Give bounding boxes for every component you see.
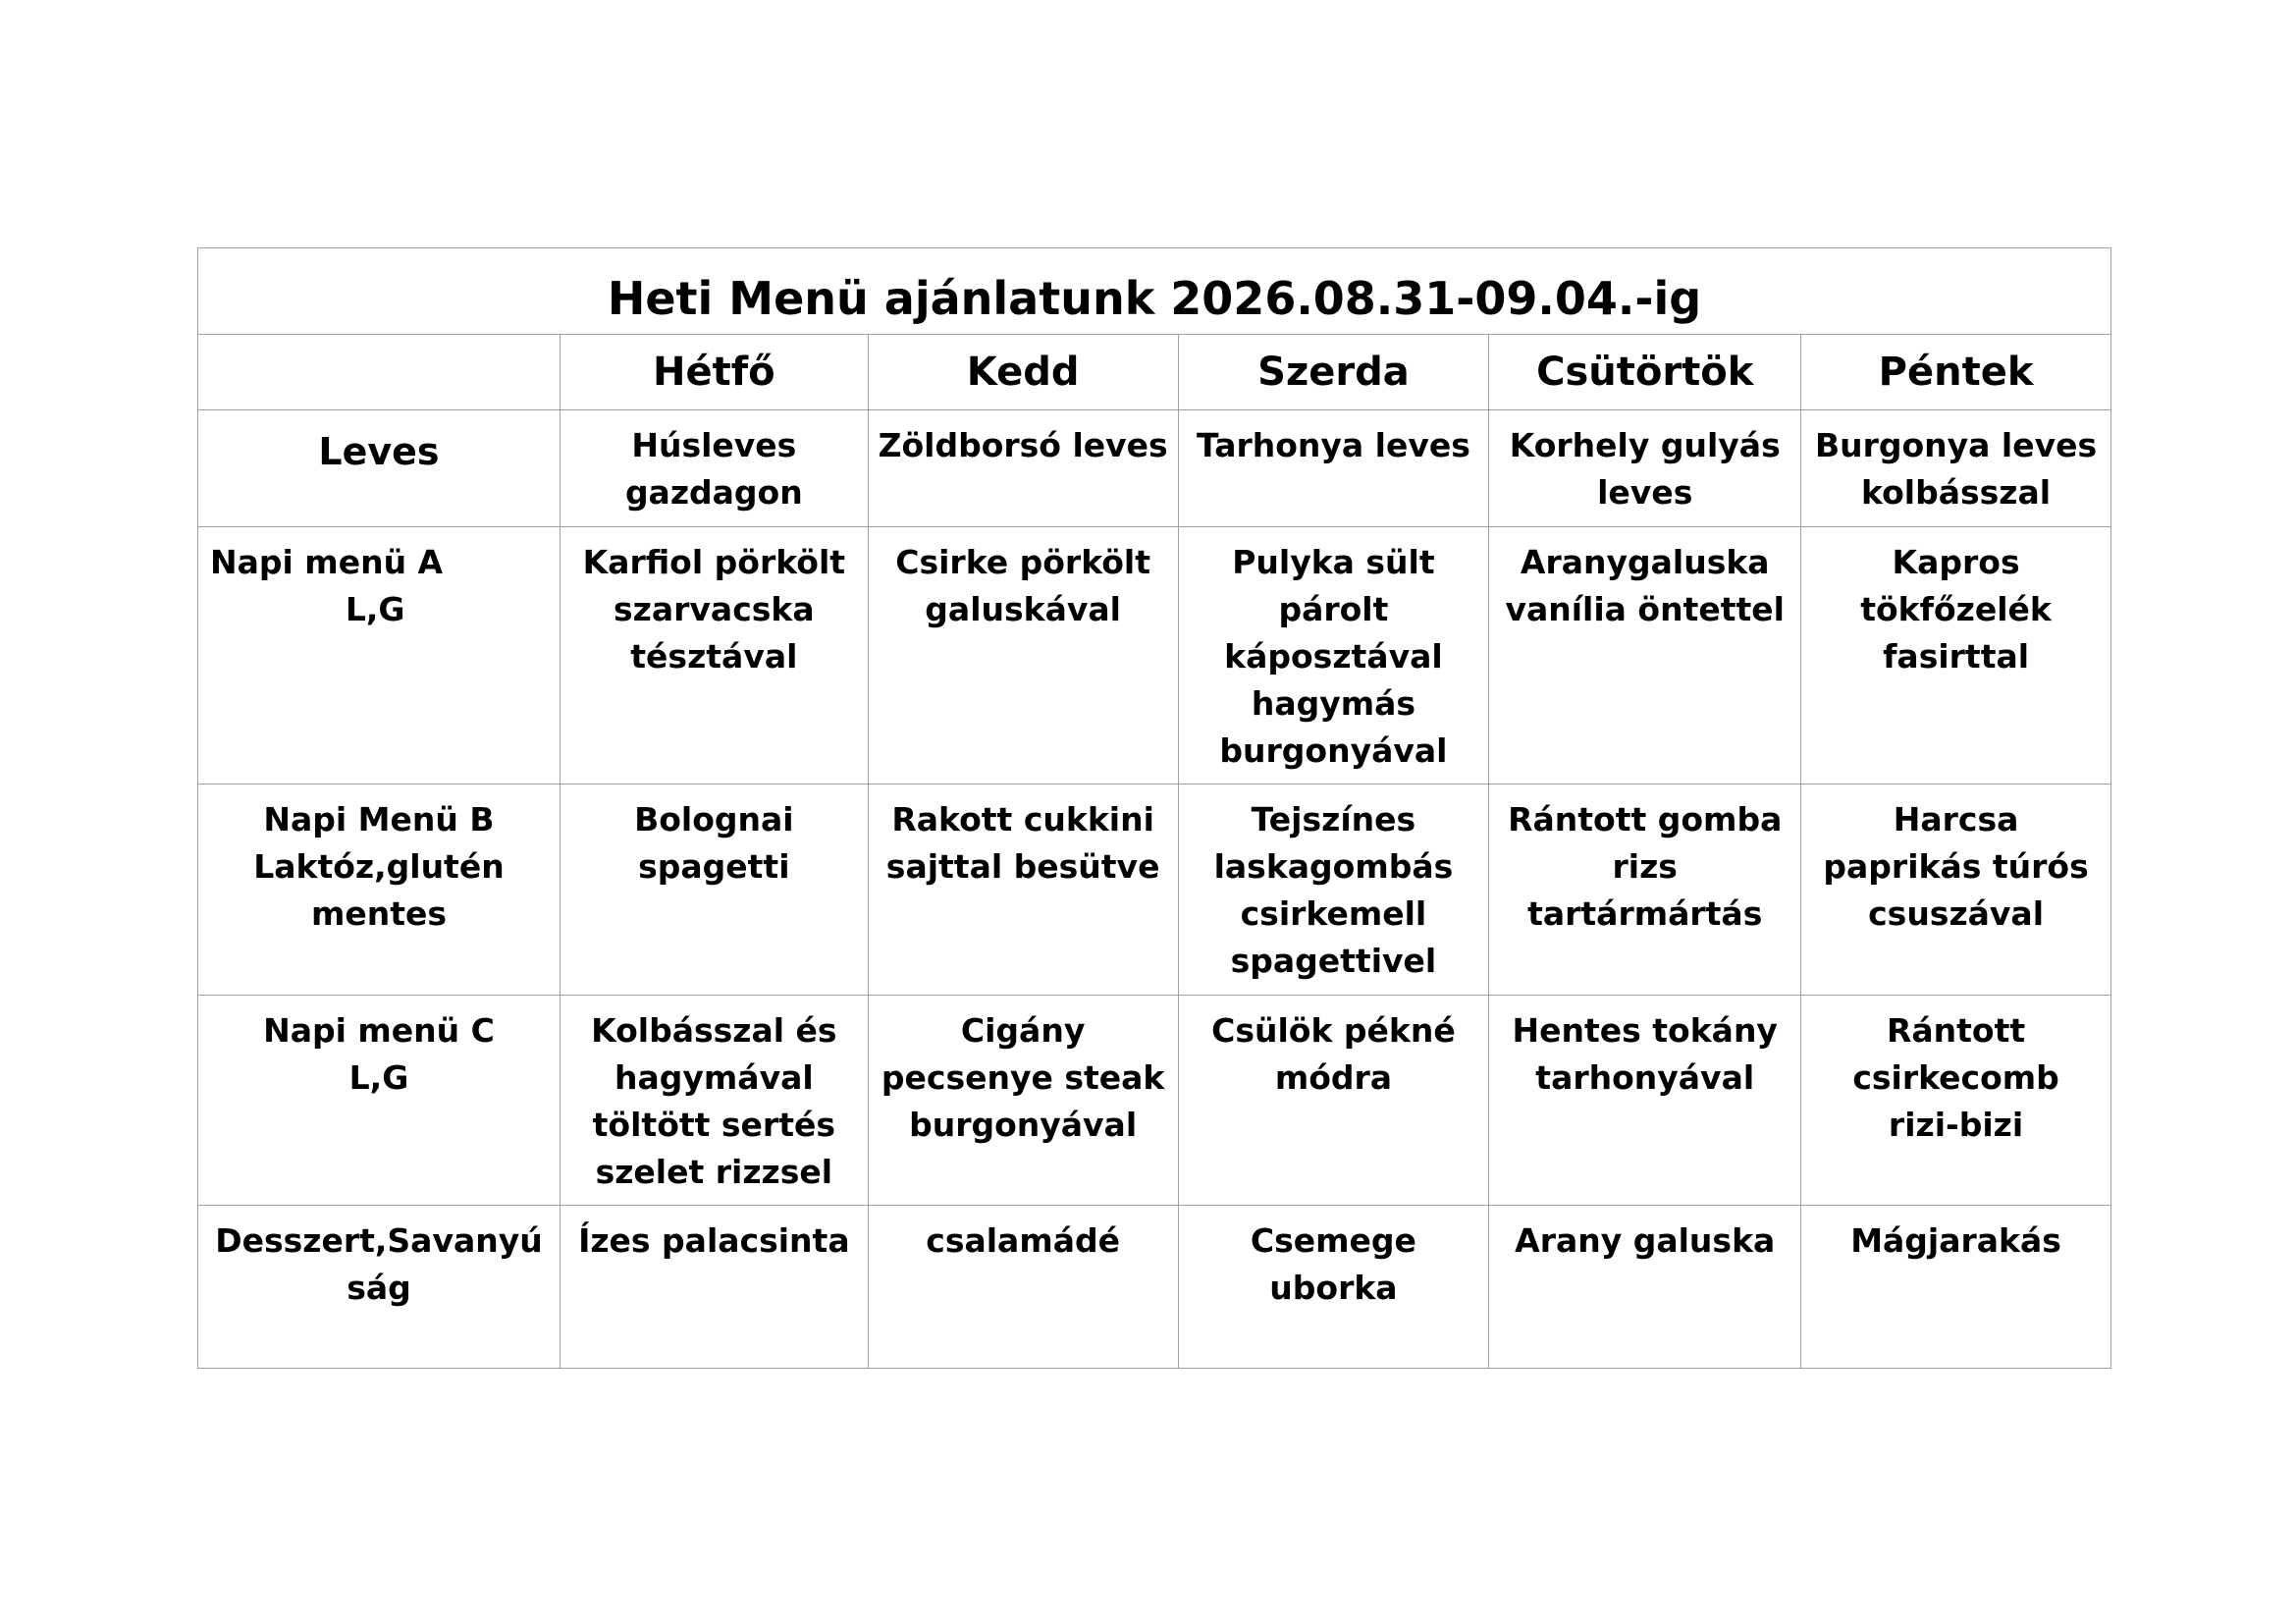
- dish-text: Bolognai spagetti: [634, 800, 794, 886]
- menu-cell: [560, 784, 868, 996]
- row-label: [198, 1206, 561, 1369]
- menu-cell: [1801, 410, 2111, 527]
- dish-text: Csülök pékné módra: [1211, 1011, 1456, 1097]
- menu-cell: [1489, 527, 1801, 784]
- dish-text: Aranygaluska vanília öntettel: [1505, 543, 1785, 628]
- menu-cell: [1178, 996, 1489, 1206]
- dish-text: Csirke pörkölt galuskával: [895, 543, 1151, 628]
- dish-text: Rántott csirkecomb rizi-bizi: [1852, 1011, 2059, 1144]
- row-label: [198, 784, 561, 996]
- menu-row-c: [198, 996, 2111, 1206]
- row-label-text: Desszert,Savanyú ság: [215, 1221, 543, 1307]
- row-label-text: Napi menü C L,G: [263, 1011, 495, 1097]
- dish-text: Rakott cukkini sajttal besütve: [885, 800, 1160, 886]
- dish-text: Arany galuska: [1515, 1221, 1776, 1260]
- menu-title: Heti Menü ajánlatunk 2026.08.31-09.04.-ig: [198, 248, 2111, 335]
- dish-text: Tejszínes laskagombás csirkemell spagettivel: [1213, 800, 1454, 980]
- menu-cell: [1489, 1206, 1801, 1369]
- menu-cell: [560, 527, 868, 784]
- menu-cell: [1801, 1206, 2111, 1369]
- menu-cell: [868, 527, 1178, 784]
- menu-row-b: [198, 784, 2111, 996]
- menu-cell: [1178, 527, 1489, 784]
- row-label: [198, 996, 561, 1206]
- dish-text: Burgonya leves kolbásszal: [1814, 426, 2098, 512]
- dish-text: Kapros tökfőzelék fasirttal: [1860, 543, 2052, 676]
- menu-cell: [1801, 527, 2111, 784]
- menu-cell: [1178, 784, 1489, 996]
- menu-cell: [560, 996, 868, 1206]
- dish-text: Zöldborsó leves: [878, 426, 1168, 464]
- menu-cell: [1489, 410, 1801, 527]
- day-header: Szerda: [1178, 335, 1489, 410]
- weekly-menu-table: [197, 247, 2111, 1369]
- title-row: [198, 248, 2111, 335]
- dish-text: csalamádé: [926, 1221, 1120, 1260]
- menu-cell: [560, 410, 868, 527]
- row-label-text: Leves: [318, 430, 440, 473]
- menu-row-a: [198, 527, 2111, 784]
- dish-text: Mágjarakás: [1850, 1221, 2061, 1260]
- dish-text: Rántott gomba rizs tartármártás: [1508, 800, 1783, 933]
- dish-text: Kolbásszal és hagymával töltött sertés szelet rizzsel: [591, 1011, 837, 1191]
- menu-cell: [1178, 410, 1489, 527]
- row-label: [198, 527, 561, 784]
- dish-text: Csemege uborka: [1250, 1221, 1416, 1307]
- menu-cell: [1801, 996, 2111, 1206]
- dish-text: Tarhonya leves: [1196, 426, 1470, 464]
- row-label-text: Napi menü A L,G: [210, 543, 444, 628]
- menu-cell: [1801, 784, 2111, 996]
- dish-text: Harcsa paprikás túrós csuszával: [1823, 800, 2089, 933]
- row-label-text: Napi Menü B Laktóz,glutén mentes: [253, 800, 505, 933]
- menu-cell: [868, 996, 1178, 1206]
- menu-cell: [868, 410, 1178, 527]
- menu-cell: [1489, 784, 1801, 996]
- dish-text: Cigány pecsenye steak burgonyával: [881, 1011, 1165, 1144]
- row-label: [198, 410, 561, 527]
- menu-row-dessert: [198, 1206, 2111, 1369]
- day-header: Péntek: [1801, 335, 2111, 410]
- menu-row-leves: [198, 410, 2111, 527]
- dish-text: Húsleves gazdagon: [624, 426, 803, 512]
- header-empty-cell: [198, 335, 561, 410]
- day-header: Kedd: [868, 335, 1178, 410]
- dish-text: Hentes tokány tarhonyával: [1512, 1011, 1778, 1097]
- menu-cell: [560, 1206, 868, 1369]
- menu-cell: [1178, 1206, 1489, 1369]
- dish-text: Karfiol pörkölt szarvacska tésztával: [582, 543, 846, 676]
- dish-text: Ízes palacsinta: [578, 1221, 850, 1260]
- menu-cell: [868, 784, 1178, 996]
- dish-text: Korhely gulyás leves: [1509, 426, 1781, 512]
- day-header-row: [198, 335, 2111, 410]
- menu-cell: [868, 1206, 1178, 1369]
- dish-text: Pulyka sült párolt káposztával hagymás burgonyával: [1219, 543, 1448, 770]
- menu-cell: [1489, 996, 1801, 1206]
- day-header: Csütörtök: [1489, 335, 1801, 410]
- day-header: Hétfő: [560, 335, 868, 410]
